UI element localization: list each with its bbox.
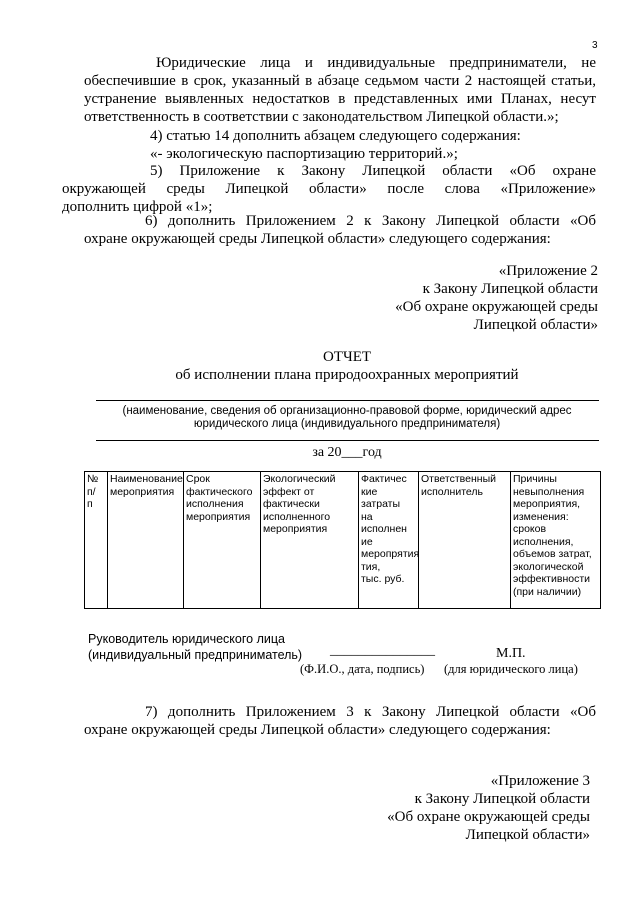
annex2-line4: Липецкой области» [473, 317, 598, 333]
table-header-line: исполнитель [421, 485, 483, 498]
table-header-line: мероприятия [110, 485, 175, 498]
annex3-line1: «Приложение 3 [490, 773, 590, 789]
table-header-line: невыполнения [513, 485, 585, 498]
signature-for-legal: (для юридического лица) [444, 662, 578, 676]
name-underline [96, 400, 599, 401]
item4: 4) статью 14 дополнить абзацем следующего содержания: [150, 128, 521, 144]
table-header-line: тыс. руб. [361, 573, 405, 585]
para1-line2: обеспечившие в срок, указанный в абзаце седьмом части 2 настоящей статьи, [84, 73, 596, 89]
table-header-line: Ответственный [421, 473, 496, 485]
signature-fio: (Ф.И.О., дата, подпись) [300, 662, 425, 676]
annex2-line2: к Закону Липецкой области [422, 281, 598, 297]
table-header-line: исполнения [186, 498, 244, 510]
table-header-line: п [87, 498, 93, 510]
signature-blank: _______________ [330, 643, 435, 658]
annex3-line2: к Закону Липецкой области [414, 791, 590, 807]
col-number [85, 472, 108, 609]
table-header-line: Фактичес [361, 473, 407, 485]
item7-line1: 7) дополнить Приложением 3 к Закону Липецкой области «Об [145, 704, 596, 720]
table-header-line: ие [361, 535, 373, 548]
table-header-line: п/ [87, 485, 96, 498]
col-deadline [184, 472, 261, 609]
table-header-line: затраты [361, 498, 401, 510]
item6-line1: 6) дополнить Приложением 2 к Закону Липецкой области «Об [145, 213, 596, 229]
table-header-line: Наименование [110, 473, 183, 485]
table-header-line: сроков [513, 523, 547, 535]
table-header-line: (при наличии) [513, 585, 582, 598]
item5-line1: 5) Приложение к Закону Липецкой области «Об охране [150, 163, 596, 179]
table-header-line: исполнен [361, 523, 407, 535]
report-caption-line1: (наименование, сведения об организационно-правовой форме, юридический адрес [122, 405, 572, 417]
table-header-line: мероприятия, [513, 498, 581, 510]
signature-line2: (индивидуальный предприниматель) [88, 648, 303, 662]
table-header-line: эффект от [263, 485, 315, 498]
report-subtitle: об исполнении плана природоохранных мероприятий [175, 367, 519, 383]
report-period: за 20___год [312, 445, 382, 460]
page-number: 3 [592, 40, 598, 51]
table-header-line: экологической [513, 560, 584, 573]
table-header-line: Срок [186, 473, 210, 485]
annex3-line3: «Об охране окружающей среды [387, 809, 590, 825]
table-row [85, 472, 601, 609]
table-header-line: на [361, 510, 373, 523]
para1-line4: ответственность в соответствии с законодательством Липецкой области.»; [84, 109, 559, 125]
report-title: ОТЧЕТ [322, 349, 372, 365]
table-header-line: Экологический [263, 473, 336, 485]
signature-line1: Руководитель юридического лица [88, 632, 285, 646]
table-header-line: мероприятия [186, 510, 251, 523]
table-header-line: исполненного [263, 510, 331, 523]
table-header-line: исполнения, [513, 535, 574, 548]
col-reasons [511, 472, 601, 609]
table-header-line: эффективности [513, 573, 591, 585]
table-header-line: кие [361, 485, 378, 498]
col-responsible [419, 472, 511, 609]
col-costs [359, 472, 419, 609]
table-header-line: № [87, 473, 99, 485]
annex2-line3: «Об охране окружающей среды [395, 299, 598, 315]
stamp-mark: М.П. [496, 646, 526, 661]
table-header-line: объемов затрат, [513, 548, 592, 560]
col-effect [261, 472, 359, 609]
table-header-line: Причины [513, 473, 557, 485]
table-header-line: меропрятия [361, 548, 420, 560]
annex2-line1: «Приложение 2 [498, 263, 598, 279]
item7-line2: охране окружающей среды Липецкой области» следующего содержания: [84, 722, 551, 738]
caption-underline [96, 440, 599, 441]
table-header-line: изменения: [513, 510, 569, 523]
para1-line1: Юридические лица и индивидуальные предприниматели, не [156, 55, 596, 71]
table-header-line: мероприятия [263, 523, 328, 535]
table-header-line: фактически [263, 498, 320, 510]
col-name [108, 472, 184, 609]
item5-line2: окружающей среды Липецкой области» после слова «Приложение» [62, 181, 596, 197]
report-caption-line2: юридического лица (индивидуального предпринимателя) [193, 418, 501, 430]
report-table [84, 471, 601, 609]
annex3-line4: Липецкой области» [465, 827, 590, 843]
para1-line3: устранение выявленных недостатков в представленных ими Планах, несут [84, 91, 596, 107]
item6-line2: охране окружающей среды Липецкой области» следующего содержания: [84, 231, 551, 247]
item5-line3: дополнить цифрой «1»; [62, 199, 213, 215]
table-header-line: фактического [186, 485, 253, 498]
item4-text: «- экологическую паспортизацию территорий.»; [150, 146, 458, 162]
table-header-line: тия, [361, 560, 381, 573]
